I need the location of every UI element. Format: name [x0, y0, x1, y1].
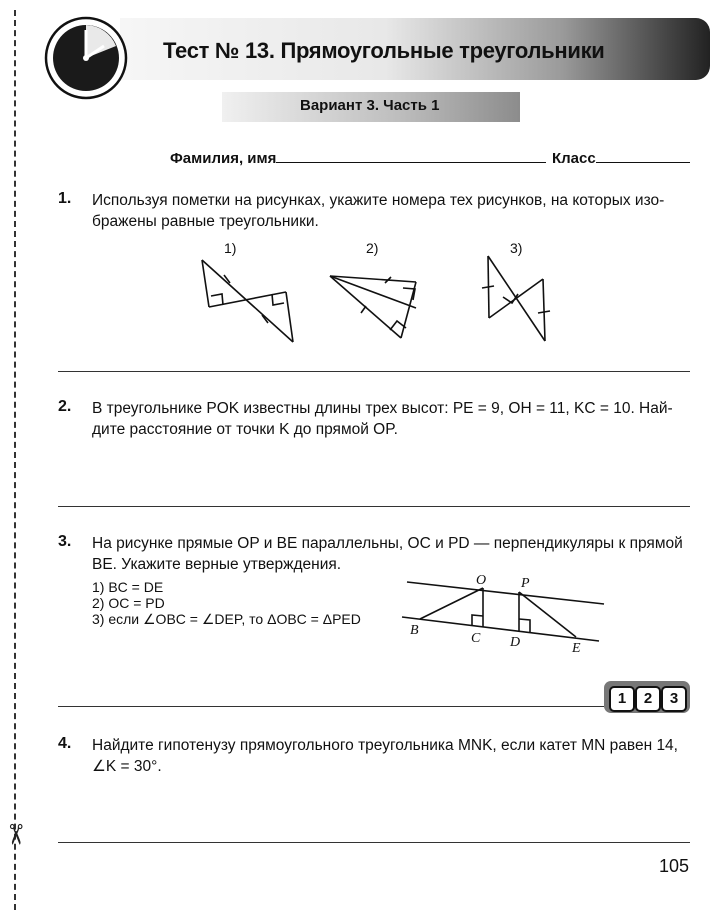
answer-option-1[interactable]: 1: [609, 686, 635, 712]
point-P: P: [521, 576, 530, 591]
figure-label: 2): [366, 240, 379, 256]
question-number: 3.: [58, 533, 72, 550]
figure-label: 1): [224, 240, 237, 256]
question-text: Используя пометки на рисунках, укажите номера тех рисунков, на которых изо-: [92, 192, 665, 209]
question-number: 2.: [58, 398, 72, 415]
page-title: Тест № 13. Прямоугольные треугольники: [163, 38, 605, 63]
question-number: 1.: [58, 190, 72, 207]
question-text: бражены равные треугольники.: [92, 213, 319, 230]
point-B: B: [410, 623, 419, 638]
answer-option-2[interactable]: 2: [635, 686, 661, 712]
separator: [58, 706, 604, 707]
scissors-icon: ✂: [0, 822, 32, 847]
question-text: В треугольнике POK известны длины трех высот: PE = 9, OH = 11, KC = 10. Най-: [92, 400, 673, 417]
name-label: Фамилия, имя: [170, 150, 277, 167]
variant-label: Вариант 3. Часть 1: [300, 97, 440, 114]
question-text: BE. Укажите верные утверждения.: [92, 556, 342, 573]
point-E: E: [572, 641, 581, 656]
separator: [58, 842, 690, 843]
question-text: дите расстояние от точки K до прямой OP.: [92, 421, 398, 438]
point-C: C: [471, 631, 481, 646]
question-text: Найдите гипотенузу прямоугольного треугольника MNK, если катет MN равен 14,: [92, 737, 678, 754]
answer-option-3[interactable]: 3: [661, 686, 687, 712]
statement-1: 1) BC = DE: [92, 579, 164, 595]
question-number: 4.: [58, 735, 72, 752]
figure-label: 3): [510, 240, 523, 256]
question-text: На рисунке прямые OP и BE параллельны, OC и PD — перпендикуляры к прямой: [92, 535, 683, 552]
statement-3: 3) если ∠OBC = ∠DEP, то ΔOBC = ΔPED: [92, 611, 361, 627]
statement-2: 2) OC = PD: [92, 595, 165, 611]
page-number: 105: [659, 856, 690, 876]
point-D: D: [510, 635, 521, 650]
point-O: O: [476, 573, 487, 588]
class-label: Класс: [552, 150, 596, 167]
question-text: ∠K = 30°.: [92, 758, 162, 775]
